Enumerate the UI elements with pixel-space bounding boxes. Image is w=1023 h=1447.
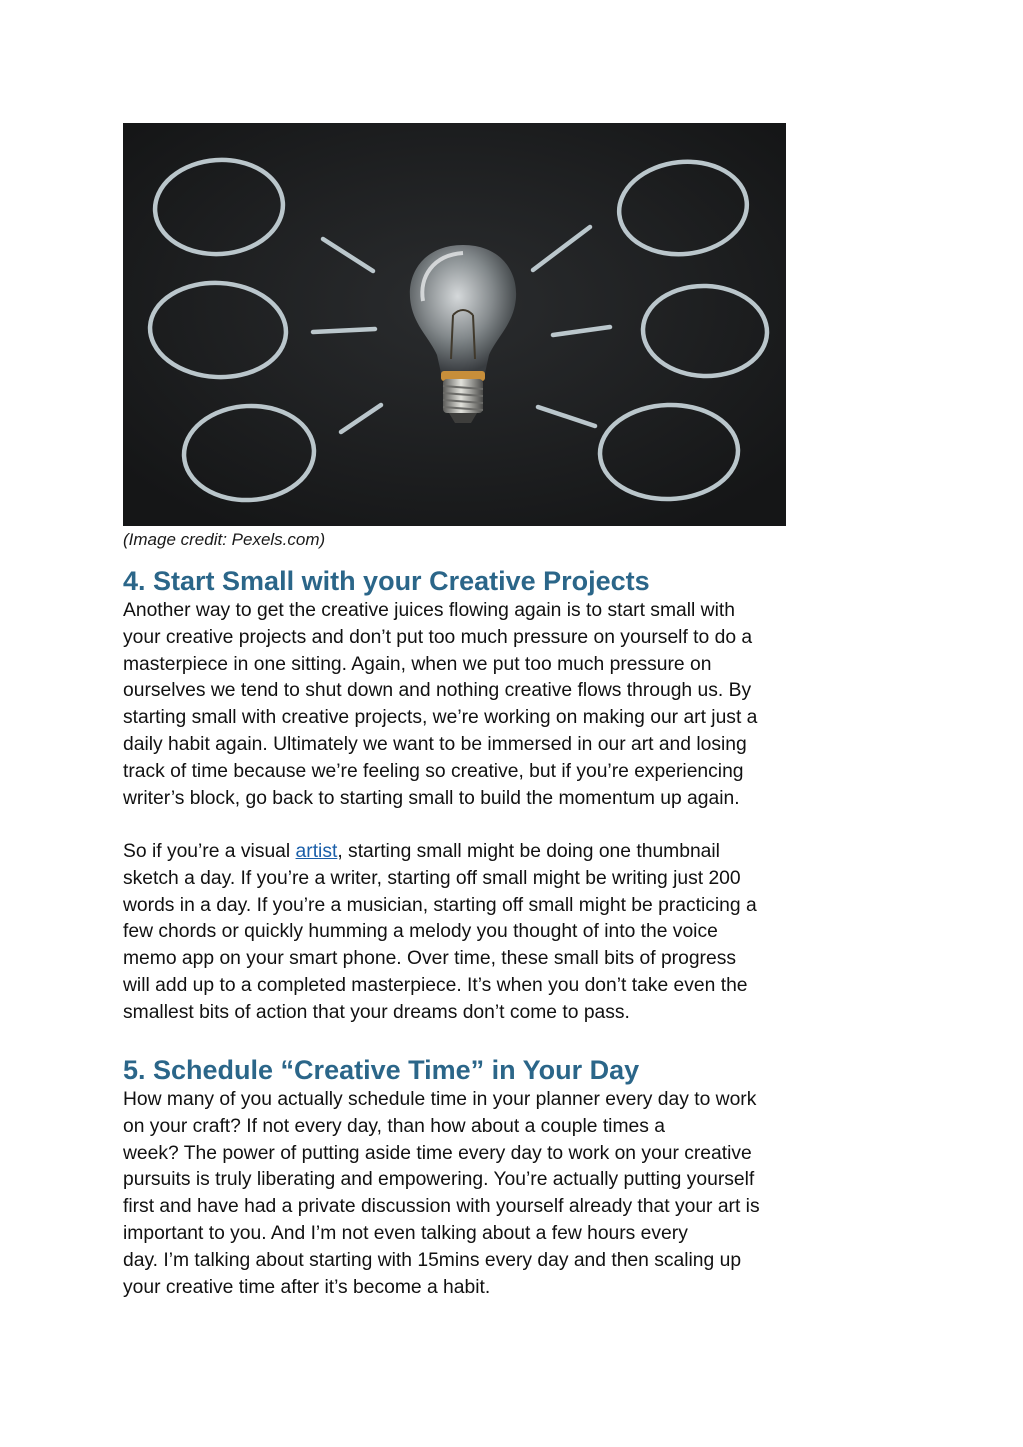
text-line: will add up to a completed masterpiece. It’s when you don’t take even the: [123, 974, 748, 996]
text-line: memo app on your smart phone. Over time, these small bits of progress: [123, 948, 736, 970]
section-5-paragraph: [123, 1087, 903, 1301]
text-line: pursuits is truly liberating and empowering. You’re actually putting yourself: [123, 1169, 755, 1191]
text-line: your creative projects and don’t put too much pressure on yourself to do a: [123, 626, 753, 648]
text-line: Another way to get the creative juices flowing again is to start small with: [123, 600, 735, 621]
text-line: your creative time after it’s become a habit.: [123, 1276, 491, 1298]
text-line: week? The power of putting aside time every day to work on your creative: [123, 1142, 752, 1164]
text-line: smallest bits of action that your dreams don’t come to pass.: [123, 1001, 630, 1023]
artist-link[interactable]: artist: [295, 841, 338, 862]
text-line: ourselves we tend to shut down and nothing creative flows through us. By: [123, 680, 752, 702]
lightbulb-chalkboard-image: [123, 123, 786, 526]
text-segment: So if you’re a visual: [123, 841, 296, 862]
text-line: words in a day. If you’re a musician, starting off small might be practicing a: [123, 894, 757, 916]
section-4-heading: 4. Start Small with your Creative Projects: [123, 566, 650, 596]
text-line: important to you. And I’m not even talking about a few hours every: [123, 1222, 688, 1244]
text-segment: , starting small might be doing one thumbnail: [337, 841, 720, 862]
section-5-heading: 5. Schedule “Creative Time” in Your Day: [123, 1055, 640, 1085]
text-line: on your craft? If not every day, than how about a couple times a: [123, 1115, 665, 1137]
text-line: sketch a day. If you’re a writer, starting off small might be writing just 200: [123, 867, 741, 889]
text-line: How many of you actually schedule time in your planner every day to work: [123, 1089, 757, 1110]
text-line: starting small with creative projects, we’re working on making our art just a: [123, 707, 758, 729]
text-line: daily habit again. Ultimately we want to be immersed in our art and losing: [123, 733, 747, 755]
text-line: first and have had a private discussion with yourself already that your art is: [123, 1196, 760, 1218]
section-4-paragraph-1: [123, 598, 903, 812]
text-line: few chords or quickly humming a melody you thought of into the voice: [123, 921, 718, 943]
text-line: [123, 839, 903, 866]
chalkboard-illustration: [123, 123, 786, 526]
image-caption: (Image credit: Pexels.com): [123, 530, 326, 549]
text-line: day. I’m talking about starting with 15mins every day and then scaling up: [123, 1249, 742, 1271]
section-4-paragraph-2: [123, 839, 903, 1027]
text-line: track of time because we’re feeling so creative, but if you’re experiencing: [123, 760, 744, 782]
text-line: writer’s block, go back to starting small to build the momentum up again.: [123, 787, 740, 809]
text-line: masterpiece in one sitting. Again, when we put too much pressure on: [123, 653, 712, 675]
